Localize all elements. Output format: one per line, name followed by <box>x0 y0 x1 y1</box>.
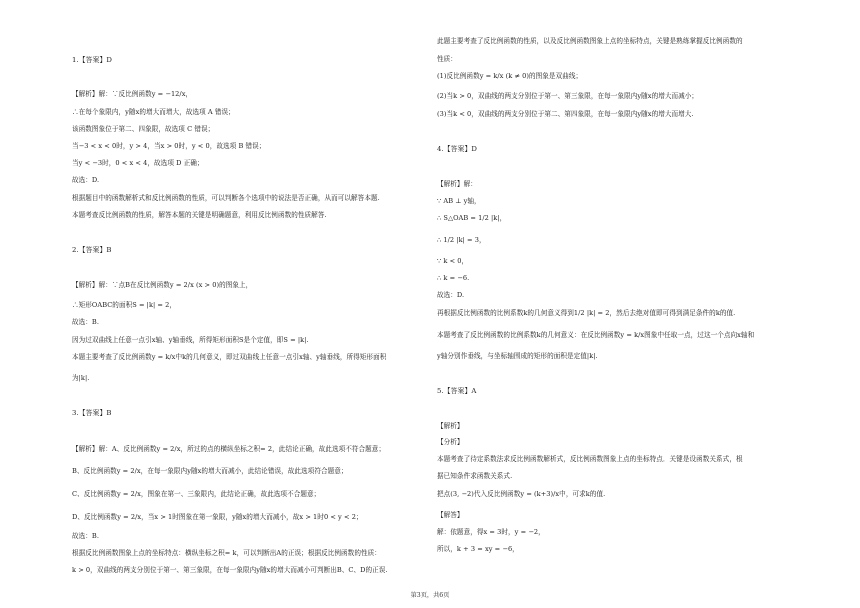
text-line: 【解析】 <box>437 422 464 430</box>
page-footer: 第3页，共6页 <box>410 592 450 599</box>
text-line: C、反比例函数y = 2/x，图象在第一、三象限内，此结论正确，故此选项不合题意； <box>72 490 321 498</box>
text-line: 本题考查了待定系数法求反比例函数解析式，反比例函数图象上点的坐标特点．关键是设函数关系式，根 <box>437 455 743 463</box>
left-column <box>72 0 452 608</box>
text-line: k > 0，双曲线的两支分别位于第一、第三象限，在每一象限内y随x的增大而减小可判断出B、C、D的正误. <box>72 566 388 574</box>
text-line: 把点(3, −2)代入反比例函数y = (k+3)/x中，可求k的值. <box>437 490 606 498</box>
text-line: 故选：B. <box>72 532 99 540</box>
text-line: 根据反比例函数图象上点的坐标特点：横纵坐标之积= k，可以判断出A的正误；根据反比例函数的性质： <box>72 549 381 557</box>
text-line: 本题考查了反比例函数的比例系数k的几何意义：在反比例函数y = k/x图象中任取一点，过这一个点向x轴和 <box>437 331 755 339</box>
text-line: 该函数图象位于第二、四象限，故选项 C 错误； <box>72 125 215 133</box>
text-line: 故选：B. <box>72 318 99 326</box>
text-line: ∴矩形OABC的面积S = |k| = 2， <box>72 301 177 309</box>
text-line: ∵ k < 0， <box>437 257 469 265</box>
text-line: 【解答】 <box>437 511 464 519</box>
question-answer-heading: 5.【答案】A <box>437 387 477 395</box>
question-answer-heading: 2.【答案】B <box>72 246 112 254</box>
right-column <box>437 0 817 608</box>
text-line: 为|k|. <box>72 374 90 382</box>
text-line: 此题主要考查了反比例函数的性质，以及反比例函数图象上点的坐标特点，关键是熟练掌握反比例函数的 <box>437 37 743 45</box>
text-line: ∴ S△OAB = 1/2 |k|， <box>437 214 507 222</box>
text-line: y轴分别作垂线，与坐标轴围成的矩形的面积是定值|k|. <box>437 352 598 360</box>
text-line: 因为过双曲线上任意一点引x轴、y轴垂线，所得矩形面积S是个定值，即S = |k|. <box>72 336 309 344</box>
text-line: 故选：D. <box>72 176 100 184</box>
question-answer-heading: 3.【答案】B <box>72 409 112 417</box>
text-line: 根据题目中的函数解析式和反比例函数的性质，可以判断各个选项中的说法是否正确，从而可以解答本题. <box>72 194 380 202</box>
text-line: 【解析】解：A、反比例函数y = 2/x，所过的点的横纵坐标之积= 2，此结论正确，故此选项不符合题意； <box>72 445 386 453</box>
text-line: ∴ 1/2 |k| = 3， <box>437 236 486 244</box>
text-line: 据已知条件求函数关系式. <box>437 472 513 480</box>
text-line: 【分析】 <box>437 438 464 446</box>
text-line: 【解析】解：∵点B在反比例函数y = 2/x (x > 0)的图象上， <box>72 281 253 289</box>
text-line: 本题考查反比例函数的性质，解答本题的关键是明确题意，利用反比例函数的性质解答. <box>72 211 327 219</box>
text-line: ∵ AB ⊥ y轴， <box>437 197 481 205</box>
text-line: ∴ k = −6. <box>437 274 470 282</box>
text-line: (3)当k < 0，双曲线的两支分别位于第二、第四象限，在每一象限内y随x的增大而增大. <box>437 110 694 118</box>
text-line: 性质： <box>437 55 457 63</box>
text-line: B、反比例函数y = 2/x，在每一象限内y随x的增大而减小，此结论错误，故此选项符合题意； <box>72 467 348 475</box>
text-line: 再根据反比例函数的比例系数k的几何意义得到1/2 |k| = 2，然后去绝对值即可得到满足条件的k的值. <box>437 309 736 317</box>
text-line: 故选：D. <box>437 291 465 299</box>
text-line: 当−3 < x < 0时，y > 4，当x > 0时，y < 0，故选项 B 错误； <box>72 142 266 150</box>
text-line: (2)当k > 0，双曲线的两支分别位于第一、第三象限，在每一象限内y随x的增大而减小； <box>437 92 699 100</box>
text-line: D、反比例函数y = 2/x，当x > 1时图象在第一象限，y随x的增大而减小，故x > 1时0 < y < 2； <box>72 513 363 521</box>
text-line: 本题主要考查了反比例函数y = k/x中k的几何意义，即过双曲线上任意一点引x轴、y轴垂线，所得矩形面积 <box>72 353 387 361</box>
text-line: 解：依题意，得x = 3时，y = −2， <box>437 528 545 536</box>
question-answer-heading: 4.【答案】D <box>437 145 478 153</box>
text-line: (1)反比例函数y = k/x (k ≠ 0)的图象是双曲线； <box>437 72 583 80</box>
text-line: 【解析】解： <box>437 180 477 188</box>
text-line: 所以，k + 3 = xy = −6， <box>437 545 519 553</box>
text-line: ∴在每个象限内，y随x的增大而增大，故选项 A 错误； <box>72 108 235 116</box>
question-answer-heading: 1.【答案】D <box>72 56 113 64</box>
text-line: 当y < −3时，0 < x < 4，故选项 D 正确； <box>72 159 204 167</box>
text-line: 【解析】解：∵反比例函数y = −12/x， <box>72 90 193 98</box>
